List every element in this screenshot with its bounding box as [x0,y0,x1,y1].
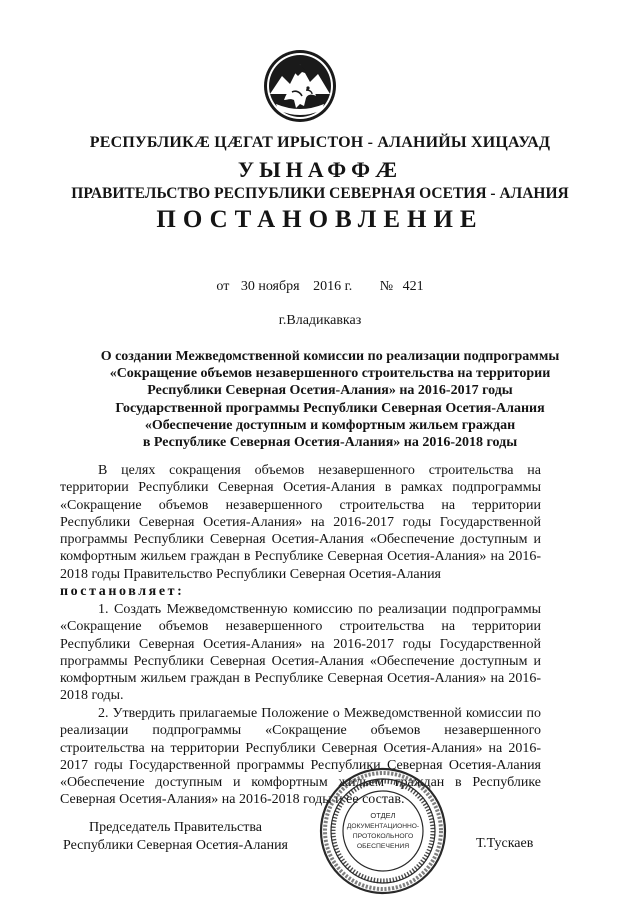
date-year: 2016 г. [313,279,353,294]
official-stamp-seal [318,766,448,896]
stamp-text-line: ОБЕСПЕЧЕНИЯ [356,843,410,850]
clause-1-paragraph [60,601,541,705]
header-russian-decree: ПОСТАНОВЛЕНИЕ [156,206,484,233]
date-number-line [0,279,640,295]
signatory-position [63,819,288,854]
stamp-text-line: ОТДЕЛ [370,811,396,820]
preamble-text: В целях сокращения объемов незавершенного строительства на территории Республики Северная Осетия-Алания в рамках подпрограммы «Сокращение объемов незавершенного строительства на территории Республики Северная Осетия-Алания» на 2016-2017 годы Государственной программы Республики Северная Осетия-Алания «Обеспечение доступным и комфортным жильем граждан в Республике Северная Осетия-Алания» на 2016-2018 годы Правительство Республики Северная Осетия-Алания [60,463,541,582]
title-line: «Сокращение объемов незавершенного строительства на территории [109,366,551,382]
header-russian-government: ПРАВИТЕЛЬСТВО РЕСПУБЛИКИ СЕВЕРНАЯ ОСЕТИЯ - АЛАНИЯ [71,185,569,202]
number-sign: № [379,279,394,294]
title-line: в Республике Северная Осетия-Алания» на 2016-2018 годы [142,435,518,451]
stamp-text-line: ДОКУМЕНТАЦИОННО- [346,823,420,830]
city-name: г.Владикавказ [278,313,362,328]
title-line: О создании Межведомственной комиссии по реализации подпрограммы [100,349,560,364]
signatory-name: Т.Тускаев [476,836,534,851]
title-line: Республики Северная Осетия-Алания» на 2016-2017 годы [147,383,513,399]
clause-1-text: 1. Создать Межведомственную комиссию по реализации подпрограммы «Сокращение объемов незавершенного строительства на территории Республики Северная Осетия-Алания» на 2016-2017 годы Государственной программы Республики Северная Осетия-Алания «Обеспечение доступным и комфортным жильем граждан в Республике Северная Осетия-Алания» на 2016-2018 годы. [60,602,541,704]
clause-2-text: 2. Утвердить прилагаемые Положение о Межведомственной комиссии по реализации подпрограммы «Сокращение объемов незавершенного строительства на территории Республики Северная Осетия-Алания» на 2016-2017 годы Государственной программы Республики Северная Осетия-Алания «Обеспечение доступным и комфортным жильем граждан в Республике Северная Осетия-Алания» на 2016-2018 годы и ее состав. [60,706,541,808]
signatory-position-line1: Председатель Правительства [89,820,262,835]
decree-number: 421 [402,279,424,294]
title-line: «Обеспечение доступным и комфортным жильем граждан [144,417,516,433]
header-ossetian-decree: УЫНАФФÆ [237,157,403,182]
date-from-label: от [216,279,230,294]
title-line: Государственной программы Республики Северная Осетия-Алания [115,400,545,416]
stamp-text-line: ПРОТОКОЛЬНОГО [352,833,414,840]
decree-keyword: постановляет: [60,584,185,600]
document-title [60,348,600,451]
signatory-position-line2: Республики Северная Осетия-Алания [63,837,288,853]
date-day: 30 ноября [240,279,300,294]
preamble-paragraph [60,462,541,600]
coat-of-arms-emblem [262,48,338,124]
header-ossetian-government: РЕСПУБЛИКÆ ЦÆГАТ ИРЫСТОН - АЛАНИЙЫ ХИЦАУАД [89,134,551,151]
clause-2-paragraph [60,705,541,809]
